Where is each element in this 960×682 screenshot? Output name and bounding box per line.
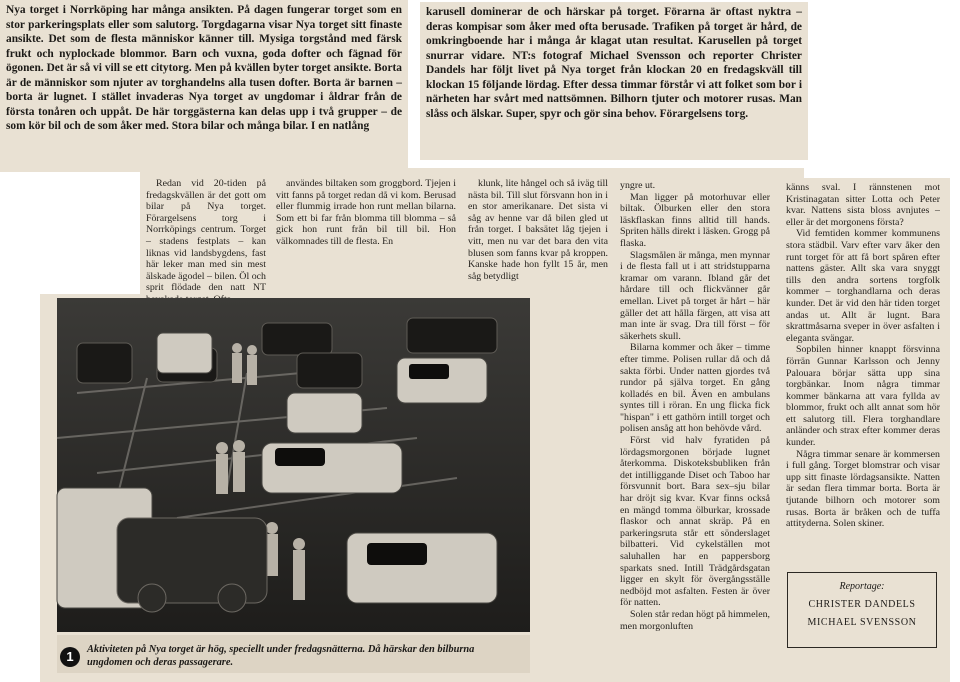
lead-clipping-right xyxy=(420,2,808,160)
lead-text-left: Nya torget i Norrköping har många ansikten. På dagen fungerar torget som en stor parkeringsplats eller som salutorg. Torgdagarna visar Nya torget sitt finaste ansikte. Det som de flesta människor känner till. Mysiga torgstånd med färsk frukt och nyplockade blommor. Barn och vuxna, goda dofter och fägnad för ögonen. Det är så vi vill se ett citytorg. Men på kvällen byter torget ansikte. Borta är de människor som njuter av torghandelns alla tusen dofter. Borta är barnen – borta är lugnet. I stället invaderas Nya torget av ungdomar i åldrar från de första tonåren och uppåt. De här torggästerna kan delas upp i två grupper – de som kör bil och de som åker med. Stora bilar och många bilar. I en natlång xyxy=(6,4,402,132)
body-column-3 xyxy=(468,178,608,288)
byline-box xyxy=(787,572,937,648)
body-paragraph: klunk, lite hångel och så iväg till nästa bil. Till slut försvann hon in i en stor amerikanare. Det sista vi såg av henne var då bilen gled ut från torget. I baksätet låg tjejen i vitt, men nu var det bara den vita blusen som fanns kvar på kroppen. Kanske hade hon fyllt 15 år, men såg betydligt xyxy=(468,178,608,282)
body-paragraph: Vid femtiden kommer kommunens stora städbil. Varv efter varv åker den runt torget för att få bort spåren efter nattens gäster. Allt ska vara snyggt tills den andra sortens torgfolk kommer – torghandlarna och deras kunder. Det är vid den här tiden torget andas ut. Allt är lugnt. Bara skrattmåsarna sveper in över asfalten i eleganta svängar. xyxy=(786,228,940,344)
body-column-2 xyxy=(276,178,456,278)
lead-clipping-left xyxy=(0,0,408,172)
body-paragraph: Först vid halv fyratiden på lördagsmorgonen började lugnet återkomma. Diskoteksbubliken från det intilliggande Diset och Taboo har försvunnit bort. Bara sex–sju bilar har dröjt sig kvar. Kvar finns också en mängd tomma ölburkar, krossade flaskor och annat skräp. På en parkeringsruta står ett sönderslaget bilbatteri. Vid cykelställen mot saluhallen har en pappersborg sparkats sned. Intill Trädgårdsgatan ligger en skylt för övergångsställe nedböjd mot asfalten. Festen är över för natten. xyxy=(620,435,770,609)
body-paragraph: Redan vid 20-tiden på fredagskvällen är det gott om bilar på Nya torget. Förargelsens torg i Norrköpings centrum. Torget – stadens festplats – kan liknas vid landsbygdens, fast här leker man med sin mest älskade ägodel – bilen. Öl och sprit flödade den natt NT xyxy=(146,178,266,294)
byline-label: Reportage: xyxy=(839,581,885,592)
caption-number-badge: 1 xyxy=(60,647,80,667)
photo-caption xyxy=(57,635,530,673)
body-paragraph: Bilarna kommer och åker – timme efter timme. Polisen rullar då och då sakta förbi. Under natten gjordes två rundor på själva torget. En gång kolladés en bil. Även en ambulans syntes till i röran. En ung flicka fick "hispan" i ett gathörn intill torget och polisen ansåg att hon behövde vård. xyxy=(620,342,770,435)
body-paragraph: Slagsmålen är många, men mynnar i de flesta fall ut i att stridstupparna kramar om varann. Ibland går det hårdare till och flickvänner går emellan. Livet på torget är hårt – här gäller det att hålla färgen, att visa att man inte är svag. Dra till först – för säkerhets skull. xyxy=(620,249,770,342)
body-column-5 xyxy=(786,182,940,568)
caption-text: Aktiviteten på Nya torget är hög, speciellt under fredagsnätterna. Då härskar den bilburna ungdomen och deras passagerare. xyxy=(87,644,475,668)
body-paragraph: användes biltaken som groggbord. Tjejen i vitt fanns på torget redan då vi kom. Berusad eller flummig irrade hon runt mellan bilarna. Som ett bi far från blomma till blomma – så gick hon runt från bil till bil. Hon välkomnades till de flesta. En xyxy=(276,178,456,247)
body-paragraph: yngre ut. xyxy=(620,180,656,191)
body-paragraph: Man ligger på motorhuvar eller biltak. Ölburken eller den stora läskflaskan finns alltid till hands. Spriten hälls direkt i läsken. Grogg på flaska. xyxy=(620,191,771,249)
body-paragraph: Några timmar senare är kommersen i full gång. Torget blomstrar och visar upp sitt finaste lördagsansikte. Natten är sedan flera timmar borta. Borta är tjutande bilhorn och motorer som rusas. Borta är bråken och de tuffa attityderna. Solen skiner. xyxy=(786,448,940,530)
news-photo xyxy=(57,298,530,632)
parking-lot-photo-illustration xyxy=(57,298,530,632)
byline-name-reporter: CHRISTER DANDELS xyxy=(808,599,916,610)
byline-name-photographer: MICHAEL SVENSSON xyxy=(807,617,917,628)
body-paragraph: Solen står redan högt på himmelen, men morgonluften xyxy=(620,608,770,632)
body-column-1 xyxy=(146,178,266,294)
body-paragraph: känns sval. I rännstenen mot Kristinagatan sitter Lotta och Peter kvar. Nattens sista bloss avnjutes – eller är det morgonens första? xyxy=(786,182,940,228)
body-column-4 xyxy=(620,180,770,680)
body-paragraph: Sopbilen hinner knappt försvinna förrän Gunnar Karlsson och Jenny Palouara börjar sätta upp sina torgbänkar. Inom några timmar kommer bänkarna att vara fyllda av blommor, frukt och allt annat som hör ett salutorg till. Flera torghandlare anländer och strax efter kommer deras kunder. xyxy=(786,344,940,449)
lead-text-right: karusell dominerar de och härskar på torget. Förarna är oftast nyktra – deras kompisar som åker med ofta berusade. Trafiken på torget är hård, de omkringboende har i många år klagat utan resultat. Karusellen på torget snurrar vidare. NT:s fotograf Michael Svensson och reporter Christer Dandels har följt livet på Nya torget från klockan 20 en fredagskväll till klockan 15 följande lördag. Efter dessa timmar förstår vi att folket som bor i närheten har svårt med nattsömnen. Bilhorn tjuter och motorer rusas. Man slåss och älskar. Super, spyr och gör sina behov. Förargelsens torg. xyxy=(426,6,802,120)
